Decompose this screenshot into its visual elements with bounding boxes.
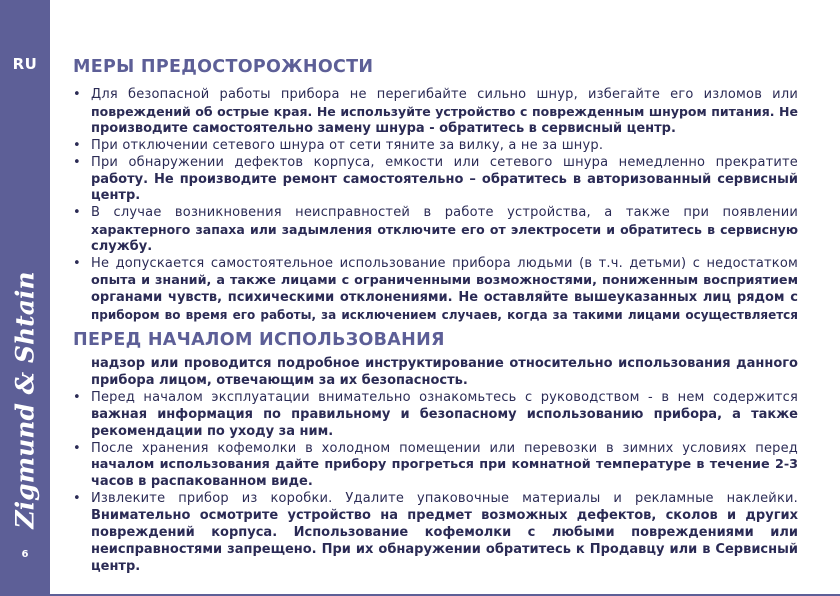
list-item	[73, 138, 798, 155]
text-line: службу.	[91, 239, 153, 255]
bullet-icon: •	[73, 205, 81, 221]
text-line: Для безопасной работы прибора не перегибайте сильно шнур, избегайте его изломов или	[91, 87, 798, 102]
list-item	[73, 390, 798, 441]
text-line: производите самостоятельно замену шнура - обратитесь в сервисный центр.	[91, 120, 676, 136]
text-line: рекомендации по уходу за ним.	[91, 423, 334, 439]
bullet-icon: •	[73, 256, 81, 272]
text-line: прибора лицом, отвечающим за их безопасность.	[91, 372, 468, 388]
list-item	[73, 205, 798, 256]
text-line: При отключении сетевого шнура от сети тяните за вилку, а не за шнур.	[91, 137, 604, 153]
text-line: повреждений корпуса. Использование кофемолки с любыми повреждениями или	[91, 525, 798, 541]
bullet-icon: •	[73, 137, 81, 153]
list-item	[73, 441, 798, 492]
precautions-list	[73, 87, 798, 324]
bullet-icon: •	[73, 389, 81, 405]
text-line: работу. Не производите ремонт самостоятельно – обратитесь в авторизованный сервисный	[91, 171, 798, 187]
text-line: началом использования дайте прибору прогреться при комнатной температуре в течение 2-3	[91, 457, 798, 473]
language-label: RU	[12, 55, 38, 73]
before-use-list	[73, 356, 798, 576]
text-line: важная информация по правильному и безопасному использованию прибора, а также	[91, 406, 798, 422]
bullet-icon: •	[73, 154, 81, 170]
list-item	[73, 87, 798, 138]
list-item	[73, 155, 798, 206]
bullet-icon: •	[73, 440, 81, 456]
text-line: опыта и знаний, а также лицами с ограниченными возможностями, пониженным восприятием	[91, 272, 798, 288]
text-line: центр.	[91, 188, 141, 204]
sidebar	[0, 0, 50, 596]
text-line: неисправностями запрещено. При их обнаружении обратитесь к Продавцу или в Сервисный	[91, 541, 798, 557]
text-line: После хранения кофемолки в холодном помещении или перевозки в зимних условиях перед	[91, 440, 798, 456]
text-line: Перед началом эксплуатации внимательно ознакомьтесь с руководством - в нем содержится	[91, 389, 798, 405]
text-line: При обнаружении дефектов корпуса, емкости или сетевого шнура немедленно прекратите	[91, 154, 798, 170]
text-line: органами чувств, психическими отклонениями. Не оставляйте вышеуказанных лиц рядом с	[91, 289, 798, 305]
list-item	[73, 491, 798, 576]
text-line: Внимательно осмотрите устройство на предмет возможных дефектов, сколов и других	[91, 508, 798, 524]
text-line: надзор или проводится подробное инструктирование относительно использования данного	[91, 356, 798, 371]
bullet-icon: •	[73, 491, 81, 507]
bullet-icon: •	[73, 87, 81, 102]
text-line: Извлеките прибор из коробки. Удалите упаковочные материалы и рекламные наклейки.	[91, 491, 798, 507]
page-number: 6	[21, 549, 29, 560]
text-line: повреждений об острые края. Не используйте устройство с поврежденным шнуром питания. Не	[91, 103, 798, 119]
text-line: прибором во время его работы, за исключением случаев, когда за такими лицами осуществляется	[91, 307, 798, 322]
text-line: часов в распакованном виде.	[91, 474, 313, 490]
list-item	[73, 256, 798, 324]
text-line: центр.	[91, 558, 141, 574]
text-line: характерного запаха или задымления отключите его от электросети и обратитесь в сервисную	[91, 222, 798, 238]
section-heading-precautions: МЕРЫ ПРЕДОСТОРОЖНОСТИ	[73, 57, 374, 77]
brand-logo: Zigmund & Shtain	[10, 271, 40, 529]
section-heading-before-use: ПЕРЕД НАЧАЛОМ ИСПОЛЬЗОВАНИЯ	[73, 330, 445, 350]
list-item-continuation	[73, 356, 798, 390]
text-line: В случае возникновения неисправностей в работе устройства, а также при появлении	[91, 205, 798, 221]
text-line: Не допускается самостоятельное использование прибора людьми (в т.ч. детьми) с недостатком	[91, 256, 798, 272]
